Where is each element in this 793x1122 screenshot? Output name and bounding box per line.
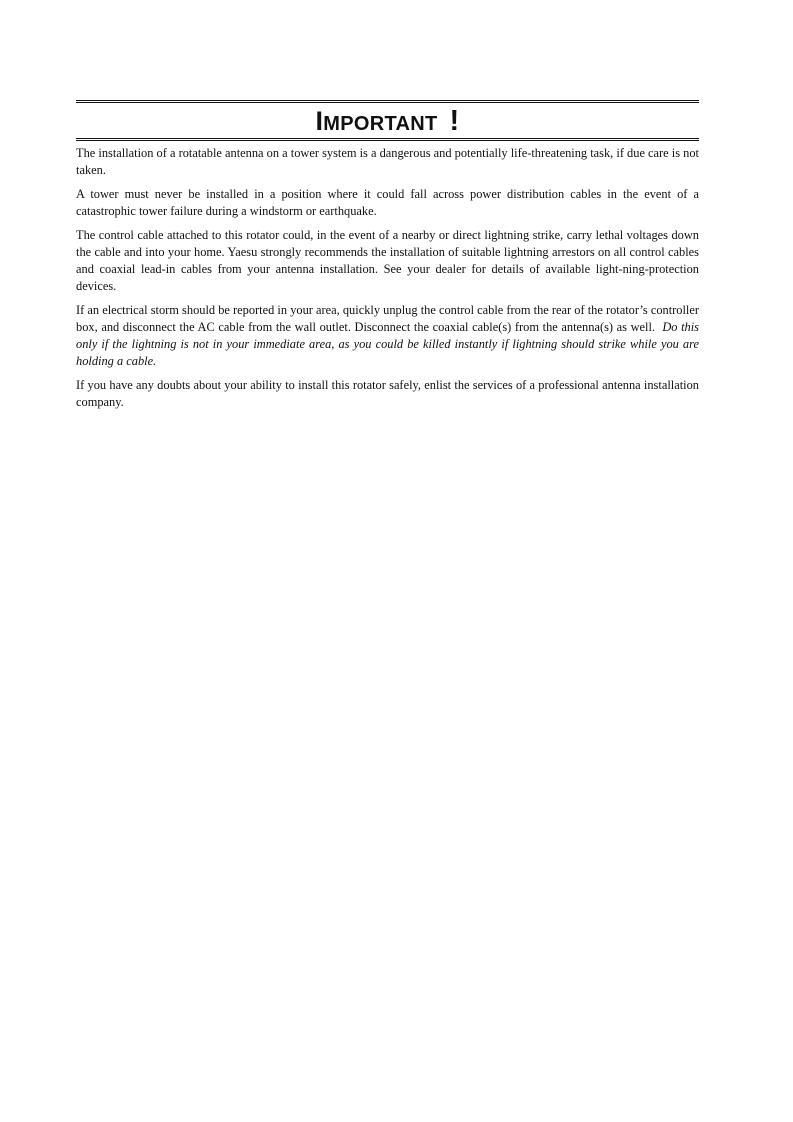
paragraph-tower-position: A tower must never be installed in a position where it could fall across power distribution cables in the event of a catastrophic tower failure during a windstorm or earthquake.: [76, 187, 699, 218]
paragraph-lightning-arrestors: The control cable attached to this rotator could, in the event of a nearby or direct lightning strike, carry lethal voltages down the cable and into your home. Yaesu strongly recommends the installation of suitable lightning arrestors on all control cables and coaxial lead-in cables from your antenna installation. See your dealer for details of available light-ning-protection devices.: [76, 228, 699, 293]
storm-instructions: If an electrical storm should be reported in your area, quickly unplug the control cable from the rear of the rotator’s controller box, and disconnect the AC cable from the wall outlet. Disconnect the coaxial cable(s) from the antenna(s) as well.: [76, 303, 699, 334]
paragraph-electrical-storm: [76, 302, 699, 370]
paragraph-installation-care: The installation of a rotatable antenna on a tower system is a dangerous and potentially life-threatening task, if due care is not taken.: [76, 146, 699, 177]
exclamation-mark: !: [449, 105, 460, 137]
title-rest: MPORTANT: [323, 113, 438, 135]
notice-body: [76, 145, 699, 411]
notice-section: [76, 100, 699, 418]
title-initial: I: [315, 106, 324, 136]
top-double-rule: [76, 100, 699, 103]
page-title: [76, 105, 699, 137]
bottom-double-rule: [76, 138, 699, 141]
paragraph-professional-help: If you have any doubts about your ability to install this rotator safely, enlist the services of a professional antenna installation company.: [76, 378, 699, 409]
storm-warning-italic: Do this only if the lightning is not in your immediate area, as you could be killed instantly if lightning should strike while you are holding a cable.: [76, 320, 699, 368]
